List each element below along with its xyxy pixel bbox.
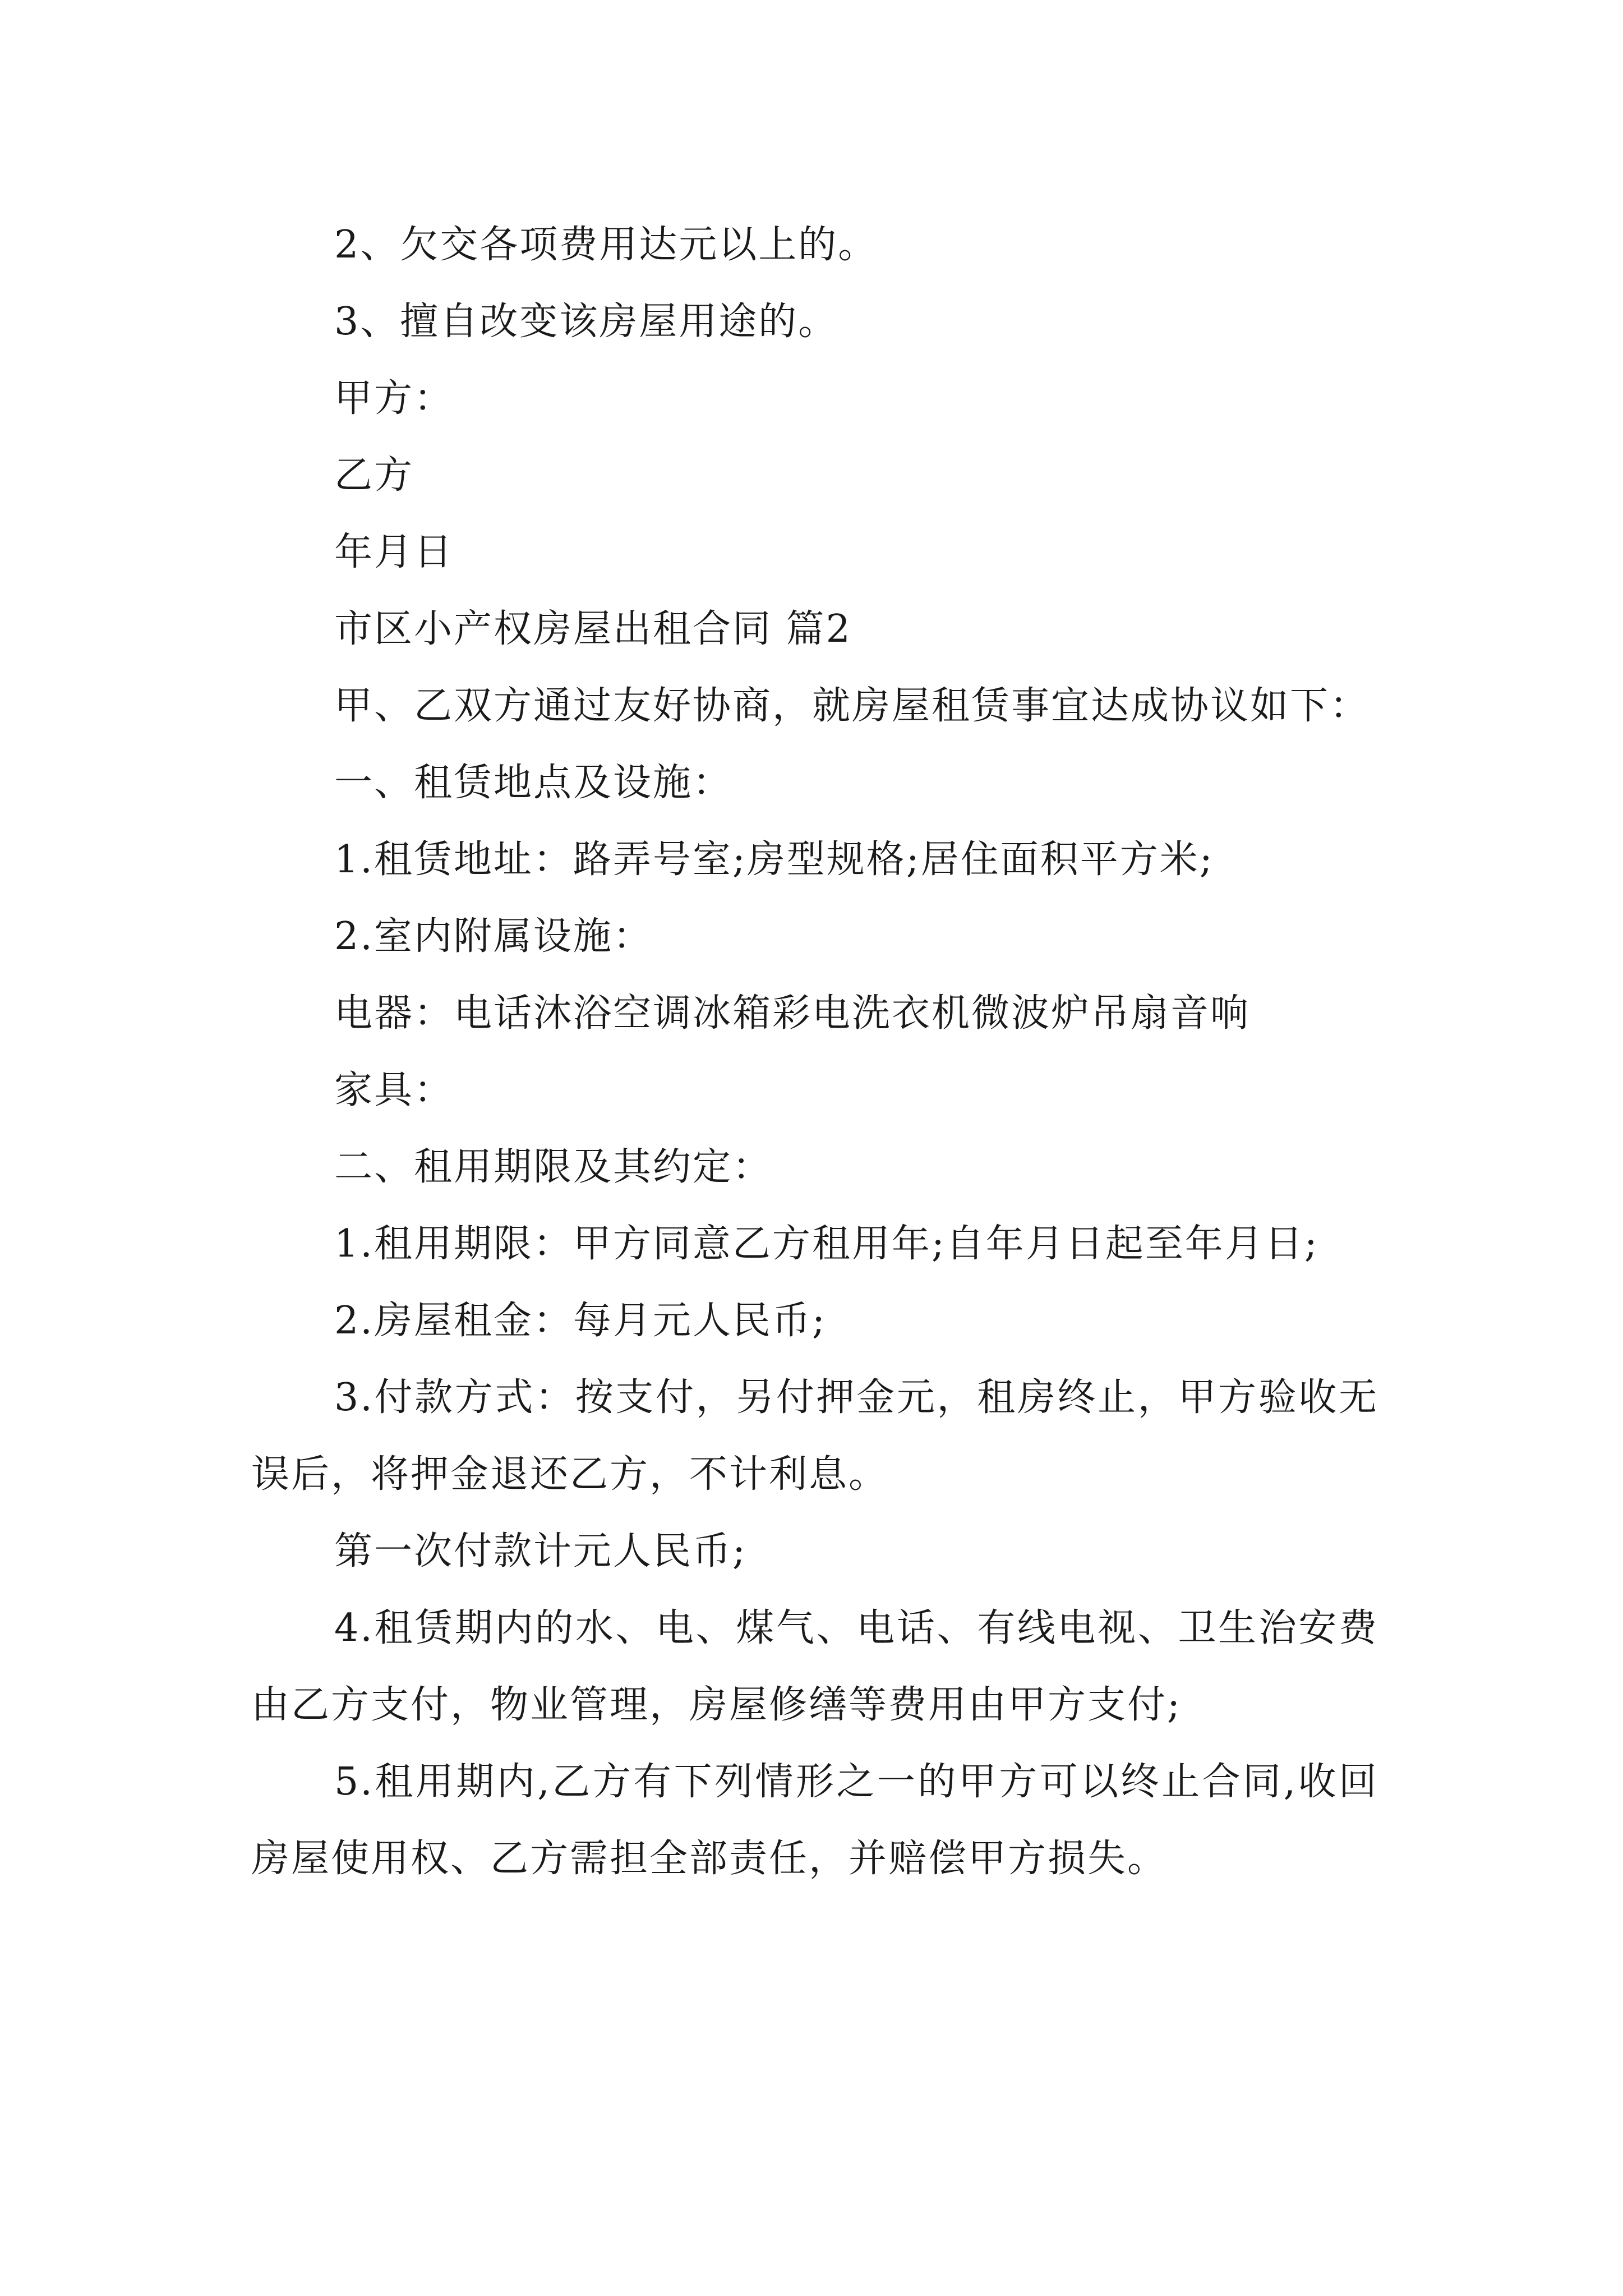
- paragraph-indoor-facilities: 2.室内附属设施：: [334, 914, 653, 959]
- paragraph-usage-change-clause: 3、擅自改变该房屋用途的。: [334, 300, 838, 344]
- paragraph-first-payment: 第一次付款计元人民币;: [334, 1529, 747, 1573]
- paragraph-arrears-clause: 2、欠交各项费用达元以上的。: [334, 223, 878, 267]
- paragraph-payment-method: 3.付款方式：按支付，另付押金元，租房终止，甲方验收无误后，将押金退还乙方，不计利息。: [251, 1375, 1378, 1497]
- heading-location-facilities: 一、租赁地点及设施：: [334, 761, 733, 805]
- section-title-contract-2: 市区小产权房屋出租合同 篇2: [334, 607, 852, 651]
- paragraph-appliances: 电器：电话沐浴空调冰箱彩电洗衣机微波炉吊扇音响: [334, 991, 1251, 1036]
- heading-term-agreement: 二、租用期限及其约定：: [334, 1145, 773, 1189]
- paragraph-lease-term: 1.租用期限：甲方同意乙方租用年;自年月日起至年月日;: [334, 1222, 1319, 1266]
- paragraph-monthly-rent: 2.房屋租金：每月元人民币;: [334, 1299, 827, 1343]
- paragraph-furniture: 家具：: [334, 1068, 454, 1112]
- paragraph-party-a-signature: 甲方：: [334, 376, 454, 421]
- paragraph-rental-address: 1.租赁地址：路弄号室;房型规格;居住面积平方米;: [334, 838, 1214, 882]
- paragraph-party-b-signature: 乙方: [334, 453, 414, 498]
- paragraph-termination-conditions: 5.租用期内,乙方有下列情形之一的甲方可以终止合同,收回房屋使用权、乙方需担全部责任，并赔偿甲方损失。: [251, 1760, 1378, 1881]
- paragraph-utility-fees: 4.租赁期内的水、电、煤气、电话、有线电视、卫生治安费由乙方支付，物业管理，房屋修缮等费用由甲方支付;: [251, 1606, 1378, 1727]
- paragraph-date-line: 年月日: [334, 530, 454, 574]
- document-body: [251, 206, 1378, 1897]
- paragraph-agreement-intro: 甲、乙双方通过友好协商，就房屋租赁事宜达成协议如下：: [334, 684, 1370, 728]
